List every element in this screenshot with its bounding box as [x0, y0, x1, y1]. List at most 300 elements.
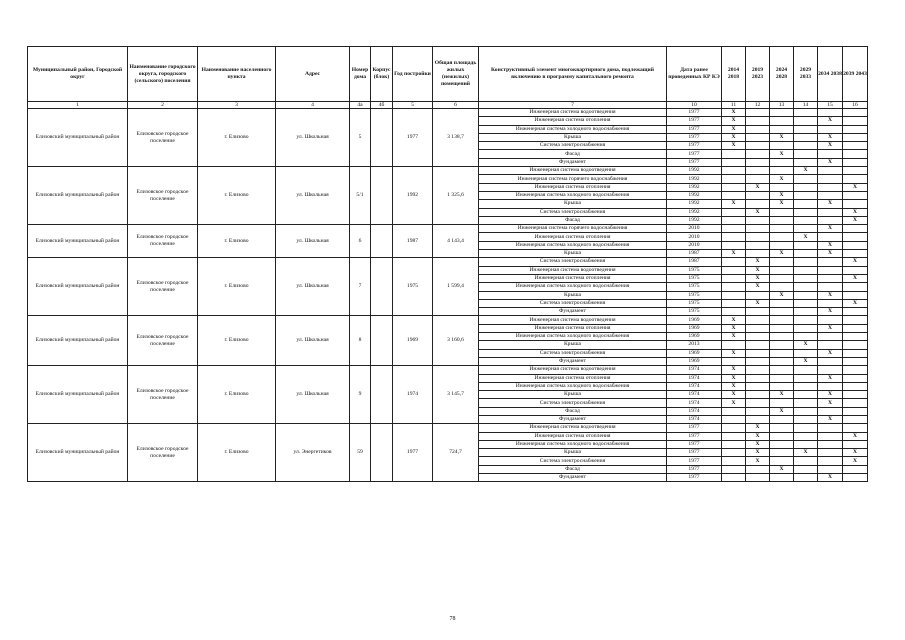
year-built-cell: 1974 — [393, 366, 433, 424]
period-mark-cell — [746, 150, 770, 158]
column-number: 13 — [770, 102, 794, 109]
table-row — [28, 167, 868, 175]
column-number: 1 — [28, 102, 128, 109]
period-mark-cell — [770, 424, 794, 432]
period-mark-cell — [746, 167, 770, 175]
period-mark-cell: X — [770, 175, 794, 183]
period-mark-cell — [843, 324, 868, 332]
period-mark-cell — [770, 225, 794, 233]
period-mark-cell — [794, 175, 818, 183]
period-mark-cell — [794, 391, 818, 399]
period-mark-cell — [794, 200, 818, 208]
column-number: 14 — [794, 102, 818, 109]
period-mark-cell — [746, 158, 770, 166]
period-mark-cell — [843, 200, 868, 208]
structural-element-cell: Инженерная система водоотведения — [479, 366, 667, 374]
period-mark-cell — [770, 432, 794, 440]
column-number: 4а — [350, 102, 371, 109]
locality-cell: г. Елизово — [198, 225, 276, 258]
previous-repair-date-cell: 1975 — [667, 291, 722, 299]
block-cell — [371, 316, 393, 366]
street-cell: ул. Школьная — [276, 167, 350, 225]
period-mark-cell — [843, 291, 868, 299]
period-mark-cell — [843, 175, 868, 183]
period-mark-cell — [722, 266, 746, 274]
structural-element-cell: Фасад — [479, 216, 667, 224]
previous-repair-date-cell: 1969 — [667, 357, 722, 365]
period-mark-cell — [843, 424, 868, 432]
period-mark-cell — [770, 233, 794, 241]
period-mark-cell: X — [818, 158, 843, 166]
period-mark-cell — [843, 225, 868, 233]
previous-repair-date-cell: 1977 — [667, 465, 722, 473]
previous-repair-date-cell: 1987 — [667, 250, 722, 258]
previous-repair-date-cell: 1975 — [667, 266, 722, 274]
column-number: 3 — [198, 102, 276, 109]
structural-element-cell: Фундамент — [479, 357, 667, 365]
previous-repair-date-cell: 1975 — [667, 299, 722, 307]
area-cell: 1 599,4 — [433, 258, 479, 316]
period-mark-cell — [722, 474, 746, 482]
period-mark-cell — [818, 233, 843, 241]
previous-repair-date-cell: 1977 — [667, 440, 722, 448]
previous-repair-date-cell: 1992 — [667, 183, 722, 191]
period-mark-cell — [770, 117, 794, 125]
street-cell: ул. Школьная — [276, 316, 350, 366]
period-mark-cell — [770, 457, 794, 465]
period-mark-cell: X — [818, 415, 843, 423]
structural-element-cell: Крыша — [479, 341, 667, 349]
header-total-area: Общая площадь жилых (нежилых) помещений — [433, 47, 479, 102]
year-built-cell: 1987 — [393, 225, 433, 258]
area-cell: 3 145,7 — [433, 366, 479, 424]
period-mark-cell — [818, 150, 843, 158]
period-mark-cell — [794, 324, 818, 332]
period-mark-cell — [843, 233, 868, 241]
period-mark-cell: X — [794, 357, 818, 365]
period-mark-cell — [794, 349, 818, 357]
previous-repair-date-cell: 1977 — [667, 150, 722, 158]
period-mark-cell: X — [843, 208, 868, 216]
period-mark-cell — [794, 382, 818, 390]
period-mark-cell: X — [794, 167, 818, 175]
period-mark-cell: X — [818, 474, 843, 482]
period-mark-cell — [818, 440, 843, 448]
period-mark-cell — [843, 333, 868, 341]
period-mark-cell: X — [722, 349, 746, 357]
period-mark-cell — [818, 382, 843, 390]
year-built-cell: 1992 — [393, 167, 433, 225]
period-mark-cell — [843, 167, 868, 175]
period-mark-cell — [843, 474, 868, 482]
previous-repair-date-cell: 1977 — [667, 474, 722, 482]
locality-cell: г. Елизово — [198, 366, 276, 424]
house-number-cell: 5/1 — [350, 167, 371, 225]
house-number-cell: 6 — [350, 225, 371, 258]
settlement-cell: Елизовское городское поселение — [128, 109, 198, 167]
table-body — [28, 109, 868, 482]
column-number: 16 — [843, 102, 868, 109]
period-mark-cell — [818, 283, 843, 291]
house-number-cell: 5 — [350, 109, 371, 167]
period-mark-cell — [770, 283, 794, 291]
structural-element-cell: Инженерная система холодного водоснабжения — [479, 333, 667, 341]
period-mark-cell — [843, 399, 868, 407]
block-cell — [371, 424, 393, 482]
structural-element-cell: Фасад — [479, 150, 667, 158]
period-mark-cell — [770, 374, 794, 382]
period-mark-cell: X — [843, 216, 868, 224]
table-header — [28, 47, 868, 109]
period-mark-cell — [818, 266, 843, 274]
period-mark-cell — [746, 125, 770, 133]
period-mark-cell — [843, 266, 868, 274]
period-mark-cell — [843, 415, 868, 423]
table-row — [28, 424, 868, 432]
previous-repair-date-cell: 1992 — [667, 216, 722, 224]
previous-repair-date-cell: 1969 — [667, 349, 722, 357]
header-locality: Наименование населенного пункта — [198, 47, 276, 102]
structural-element-cell: Инженерная система холодного водоснабжения — [479, 283, 667, 291]
period-mark-cell — [746, 324, 770, 332]
previous-repair-date-cell: 1977 — [667, 424, 722, 432]
period-mark-cell — [722, 465, 746, 473]
period-mark-cell: X — [794, 233, 818, 241]
period-mark-cell: X — [722, 366, 746, 374]
period-mark-cell: X — [746, 299, 770, 307]
period-mark-cell — [746, 465, 770, 473]
period-mark-cell — [818, 465, 843, 473]
settlement-cell: Елизовское городское поселение — [128, 167, 198, 225]
area-cell: 1 325,6 — [433, 167, 479, 225]
period-mark-cell — [746, 366, 770, 374]
period-mark-cell — [770, 440, 794, 448]
period-mark-cell: X — [843, 299, 868, 307]
period-mark-cell — [746, 308, 770, 316]
period-mark-cell — [843, 117, 868, 125]
period-mark-cell — [746, 175, 770, 183]
period-mark-cell: X — [722, 125, 746, 133]
period-mark-cell: X — [770, 191, 794, 199]
period-mark-cell — [770, 333, 794, 341]
column-number: 7 — [479, 102, 667, 109]
period-mark-cell: X — [746, 274, 770, 282]
previous-repair-date-cell: 1992 — [667, 200, 722, 208]
header-district: Муниципальный район, Городской округ — [28, 47, 128, 102]
period-mark-cell — [722, 208, 746, 216]
period-mark-cell — [818, 432, 843, 440]
period-mark-cell — [770, 324, 794, 332]
period-mark-cell — [818, 274, 843, 282]
period-mark-cell: X — [746, 424, 770, 432]
structural-element-cell: Система электроснабжения — [479, 208, 667, 216]
block-cell — [371, 366, 393, 424]
header-block: Корпус (блок) — [371, 47, 393, 102]
period-mark-cell — [746, 250, 770, 258]
period-mark-cell — [794, 216, 818, 224]
previous-repair-date-cell: 1977 — [667, 125, 722, 133]
period-mark-cell: X — [722, 391, 746, 399]
period-mark-cell: X — [843, 449, 868, 457]
period-mark-cell — [770, 183, 794, 191]
period-mark-cell: X — [818, 374, 843, 382]
structural-element-cell: Инженерная система горячего водоснабжения — [479, 225, 667, 233]
period-mark-cell — [794, 415, 818, 423]
previous-repair-date-cell: 1975 — [667, 283, 722, 291]
locality-cell: г. Елизово — [198, 316, 276, 366]
period-mark-cell — [794, 432, 818, 440]
previous-repair-date-cell: 1974 — [667, 391, 722, 399]
period-mark-cell — [794, 183, 818, 191]
period-mark-cell — [770, 125, 794, 133]
street-cell: ул. Школьная — [276, 366, 350, 424]
period-mark-cell — [746, 133, 770, 141]
period-mark-cell — [722, 283, 746, 291]
period-mark-cell — [770, 167, 794, 175]
period-mark-cell — [843, 374, 868, 382]
structural-element-cell: Крыша — [479, 200, 667, 208]
period-mark-cell — [794, 158, 818, 166]
period-mark-cell — [794, 142, 818, 150]
period-mark-cell — [794, 266, 818, 274]
house-number-cell: 59 — [350, 424, 371, 482]
structural-element-cell: Фундамент — [479, 158, 667, 166]
period-mark-cell: X — [818, 250, 843, 258]
period-mark-cell — [770, 341, 794, 349]
period-mark-cell — [746, 291, 770, 299]
previous-repair-date-cell: 1974 — [667, 382, 722, 390]
previous-repair-date-cell: 1969 — [667, 324, 722, 332]
header-period-4: 2029 2033 — [794, 47, 818, 102]
period-mark-cell: X — [722, 382, 746, 390]
previous-repair-date-cell: 1977 — [667, 449, 722, 457]
previous-repair-date-cell: 1987 — [667, 258, 722, 266]
table-row — [28, 258, 868, 266]
period-mark-cell — [770, 382, 794, 390]
year-built-cell: 1977 — [393, 109, 433, 167]
structural-element-cell: Инженерная система водоотведения — [479, 424, 667, 432]
period-mark-cell — [746, 117, 770, 125]
column-number: 11 — [722, 102, 746, 109]
period-mark-cell: X — [843, 432, 868, 440]
structural-element-cell: Крыша — [479, 291, 667, 299]
period-mark-cell: X — [722, 316, 746, 324]
period-mark-cell — [794, 150, 818, 158]
previous-repair-date-cell: 1992 — [667, 191, 722, 199]
house-number-cell: 9 — [350, 366, 371, 424]
structural-element-cell: Инженерная система отопления — [479, 233, 667, 241]
structural-element-cell: Инженерная система водоотведения — [479, 316, 667, 324]
period-mark-cell: X — [770, 391, 794, 399]
structural-element-cell: Крыша — [479, 250, 667, 258]
period-mark-cell — [722, 158, 746, 166]
period-mark-cell — [818, 175, 843, 183]
structural-element-cell: Инженерная система водоотведения — [479, 266, 667, 274]
period-mark-cell — [794, 333, 818, 341]
period-mark-cell: X — [843, 457, 868, 465]
area-cell: 3 138,7 — [433, 109, 479, 167]
period-mark-cell: X — [746, 183, 770, 191]
period-mark-cell — [843, 308, 868, 316]
structural-element-cell: Система электроснабжения — [479, 457, 667, 465]
period-mark-cell: X — [722, 133, 746, 141]
district-cell: Елизовский муниципальный район — [28, 167, 128, 225]
street-cell: ул. Школьная — [276, 109, 350, 167]
house-number-cell: 8 — [350, 316, 371, 366]
period-mark-cell: X — [722, 374, 746, 382]
previous-repair-date-cell: 1969 — [667, 333, 722, 341]
period-mark-cell — [746, 415, 770, 423]
period-mark-cell — [770, 142, 794, 150]
previous-repair-date-cell: 1977 — [667, 109, 722, 117]
period-mark-cell: X — [746, 432, 770, 440]
period-mark-cell — [843, 241, 868, 249]
table-row — [28, 366, 868, 374]
period-mark-cell — [818, 208, 843, 216]
period-mark-cell — [770, 241, 794, 249]
period-mark-cell — [794, 225, 818, 233]
page-number: 78 — [449, 616, 456, 622]
block-cell — [371, 225, 393, 258]
period-mark-cell: X — [770, 465, 794, 473]
structural-element-cell: Крыша — [479, 133, 667, 141]
period-mark-cell — [746, 341, 770, 349]
period-mark-cell — [746, 474, 770, 482]
period-mark-cell: X — [746, 440, 770, 448]
period-mark-cell — [843, 191, 868, 199]
period-mark-cell — [843, 407, 868, 415]
structural-element-cell: Инженерная система отопления — [479, 324, 667, 332]
period-mark-cell — [770, 366, 794, 374]
period-mark-cell — [722, 216, 746, 224]
period-mark-cell — [818, 357, 843, 365]
column-number: 10 — [667, 102, 722, 109]
period-mark-cell: X — [818, 142, 843, 150]
previous-repair-date-cell: 2010 — [667, 225, 722, 233]
district-cell: Елизовский муниципальный район — [28, 109, 128, 167]
period-mark-cell — [794, 191, 818, 199]
structural-element-cell: Система электроснабжения — [479, 258, 667, 266]
header-structural-element: Конструктивный элемент многоквартирного дома, подлежащий включению в программу капитального ремонта — [479, 47, 667, 102]
street-cell: ул. Школьная — [276, 225, 350, 258]
settlement-cell: Елизовское городское поселение — [128, 316, 198, 366]
period-mark-cell — [794, 465, 818, 473]
period-mark-cell — [746, 374, 770, 382]
header-year-built: Год постройки — [393, 47, 433, 102]
period-mark-cell — [722, 191, 746, 199]
period-mark-cell — [794, 241, 818, 249]
column-number: 4 — [276, 102, 350, 109]
period-mark-cell — [843, 150, 868, 158]
period-mark-cell — [818, 109, 843, 117]
previous-repair-date-cell: 1977 — [667, 133, 722, 141]
structural-element-cell: Инженерная система холодного водоснабжения — [479, 191, 667, 199]
period-mark-cell — [770, 216, 794, 224]
settlement-cell: Елизовское городское поселение — [128, 366, 198, 424]
period-mark-cell — [843, 109, 868, 117]
period-mark-cell — [843, 250, 868, 258]
period-mark-cell — [818, 366, 843, 374]
period-mark-cell — [746, 191, 770, 199]
house-number-cell: 7 — [350, 258, 371, 316]
structural-element-cell: Система электроснабжения — [479, 299, 667, 307]
period-mark-cell — [770, 357, 794, 365]
header-house-number: Номер дома — [350, 47, 371, 102]
period-mark-cell — [770, 299, 794, 307]
period-mark-cell: X — [722, 109, 746, 117]
period-mark-cell — [794, 316, 818, 324]
period-mark-cell — [794, 457, 818, 465]
period-mark-cell — [843, 440, 868, 448]
street-cell: ул. Школьная — [276, 258, 350, 316]
period-mark-cell — [722, 424, 746, 432]
period-mark-cell: X — [722, 250, 746, 258]
column-number: 2 — [128, 102, 198, 109]
period-mark-cell — [843, 349, 868, 357]
period-mark-cell: X — [722, 117, 746, 125]
structural-element-cell: Система электроснабжения — [479, 142, 667, 150]
period-mark-cell: X — [818, 308, 843, 316]
structural-element-cell: Инженерная система горячего водоснабжения — [479, 175, 667, 183]
structural-element-cell: Инженерная система отопления — [479, 183, 667, 191]
settlement-cell: Елизовское городское поселение — [128, 225, 198, 258]
header-previous-repair-date: Дата ранее проведенных КР КЭ — [667, 47, 722, 102]
period-mark-cell: X — [746, 266, 770, 274]
structural-element-cell: Крыша — [479, 391, 667, 399]
period-mark-cell — [746, 399, 770, 407]
structural-element-cell: Фундамент — [479, 415, 667, 423]
period-mark-cell: X — [770, 291, 794, 299]
structural-element-cell: Инженерная система водоотведения — [479, 167, 667, 175]
column-number: 15 — [818, 102, 843, 109]
period-mark-cell: X — [843, 258, 868, 266]
period-mark-cell — [794, 250, 818, 258]
block-cell — [371, 109, 393, 167]
period-mark-cell: X — [818, 117, 843, 125]
period-mark-cell: X — [722, 324, 746, 332]
district-cell: Елизовский муниципальный район — [28, 258, 128, 316]
column-numbers-row — [28, 102, 868, 109]
period-mark-cell: X — [794, 341, 818, 349]
period-mark-cell: X — [770, 133, 794, 141]
structural-element-cell: Система электроснабжения — [479, 349, 667, 357]
period-mark-cell: X — [770, 200, 794, 208]
period-mark-cell — [770, 449, 794, 457]
period-mark-cell: X — [722, 333, 746, 341]
table-row — [28, 109, 868, 117]
previous-repair-date-cell: 1974 — [667, 366, 722, 374]
previous-repair-date-cell: 1969 — [667, 316, 722, 324]
header-period-1: 2014 2018 — [722, 47, 746, 102]
structural-element-cell: Инженерная система холодного водоснабжения — [479, 440, 667, 448]
period-mark-cell — [794, 440, 818, 448]
column-number: 6 — [433, 102, 479, 109]
structural-element-cell: Фасад — [479, 465, 667, 473]
period-mark-cell: X — [818, 241, 843, 249]
year-built-cell: 1969 — [393, 316, 433, 366]
period-mark-cell: X — [818, 133, 843, 141]
previous-repair-date-cell: 2010 — [667, 241, 722, 249]
period-mark-cell — [794, 283, 818, 291]
settlement-cell: Елизовское городское поселение — [128, 424, 198, 482]
period-mark-cell — [818, 457, 843, 465]
period-mark-cell — [746, 200, 770, 208]
period-mark-cell: X — [843, 183, 868, 191]
period-mark-cell — [843, 158, 868, 166]
period-mark-cell — [770, 258, 794, 266]
previous-repair-date-cell: 1992 — [667, 167, 722, 175]
period-mark-cell — [770, 109, 794, 117]
